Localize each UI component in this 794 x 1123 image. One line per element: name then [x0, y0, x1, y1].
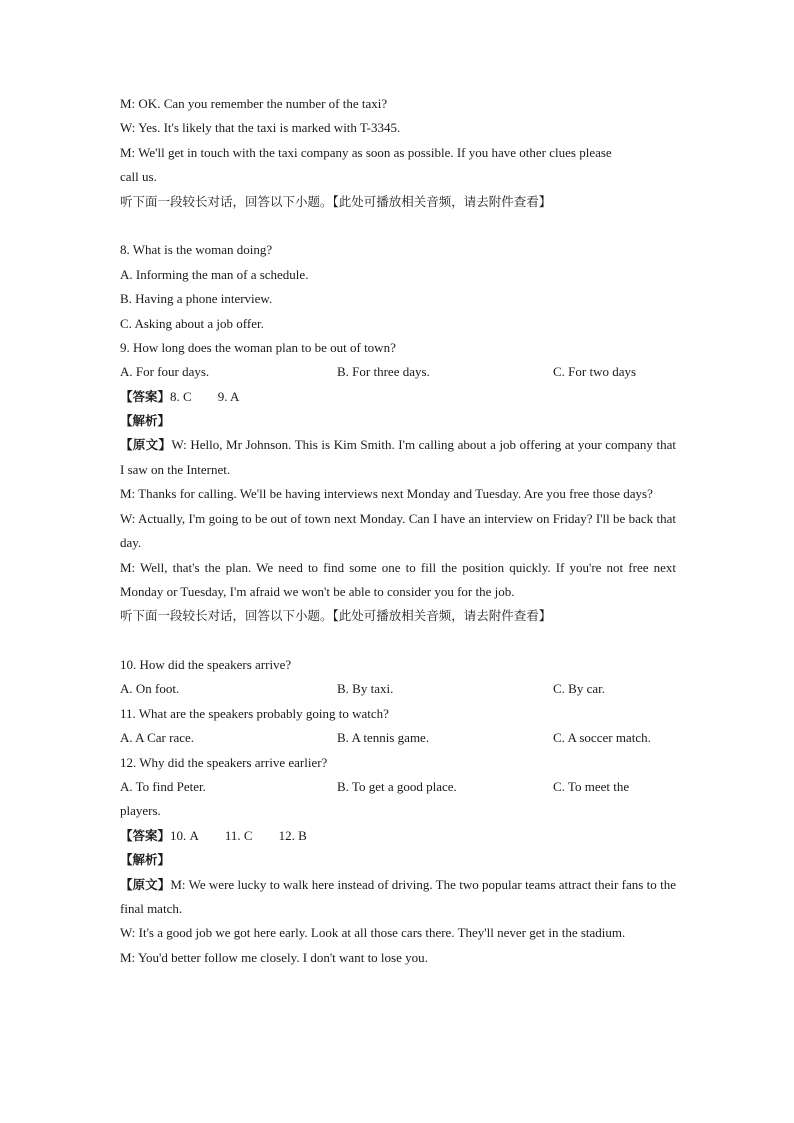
answer-value: 9. A: [217, 388, 240, 404]
spacer: [120, 629, 676, 653]
transcript-paragraph: W: It's a good job we got here early. Look at all those cars there. They'll never get in the stadium.: [120, 925, 626, 941]
transcript-paragraph: M: Well, that's the plan. We need to find some one to fill the position quickly. If you're not free next Monday or Tuesday, I'm afraid we won't be able to consider you for the job.: [120, 559, 676, 599]
answer-line: [120, 385, 676, 409]
question-stem: 12. Why did the speakers arrive earlier?: [120, 754, 328, 770]
analysis-heading: 【解析】: [120, 413, 171, 429]
answer-value: 12. B: [278, 827, 307, 843]
document-page: [120, 92, 676, 970]
transcript-paragraph: W: Actually, I'm going to be out of town next Monday. Can I have an interview on Friday? I'll be back that day.: [120, 510, 676, 551]
option-a: A. Informing the man of a schedule.: [120, 266, 309, 282]
transcript-text: M: We were lucky to walk here instead of driving. The two popular teams attract their fans to the final match.: [120, 876, 676, 917]
listening-instruction: 听下面一段较长对话，回答以下小题。【此处可播放相关音频，请去附件查看】: [120, 608, 552, 624]
answer-tag: 【答案】: [120, 827, 171, 843]
options-row: [120, 360, 676, 384]
options-row: [120, 726, 676, 750]
option-b: B. A tennis game.: [337, 730, 430, 746]
dialogue-line: M: We'll get in touch with the taxi company as soon as possible. If you have other clues please: [120, 144, 612, 160]
option-b: B. By taxi.: [337, 681, 394, 697]
options-row: [120, 775, 676, 799]
option-c: C. A soccer match.: [553, 730, 651, 746]
option-c: C. Asking about a job offer.: [120, 315, 264, 331]
dialogue-line: W: Yes. It's likely that the taxi is marked with T-3345.: [120, 120, 401, 136]
option-b: B. To get a good place.: [337, 779, 457, 795]
transcript-paragraph: [120, 433, 676, 482]
transcript-text: W: Hello, Mr Johnson. This is Kim Smith. I'm calling about a job offering at your company that I saw on the Internet.: [120, 437, 676, 477]
option-a: A. To find Peter.: [120, 779, 206, 795]
transcript-tag: 【原文】: [120, 437, 172, 453]
option-a: A. On foot.: [120, 681, 180, 697]
option-a: A. A Car race.: [120, 730, 195, 746]
answer-line: [120, 824, 676, 848]
option-b: B. For three days.: [337, 364, 430, 380]
option-c-continued: players.: [120, 803, 161, 819]
option-b: B. Having a phone interview.: [120, 291, 273, 307]
transcript-paragraph: M: Thanks for calling. We'll be having interviews next Monday and Tuesday. Are you free those days?: [120, 486, 653, 502]
question-stem: 10. How did the speakers arrive?: [120, 657, 292, 673]
spacer: [120, 214, 676, 238]
question-stem: 11. What are the speakers probably going to watch?: [120, 705, 389, 721]
listening-instruction: 听下面一段较长对话，回答以下小题。【此处可播放相关音频，请去附件查看】: [120, 193, 552, 209]
question-stem: 9. How long does the woman plan to be out of town?: [120, 339, 396, 355]
answer-tag: 【答案】: [120, 388, 171, 404]
option-c: C. By car.: [553, 681, 605, 697]
transcript-tag: 【原文】: [120, 876, 171, 892]
answer-value: 11. C: [224, 827, 253, 843]
transcript-paragraph: [120, 873, 676, 922]
analysis-heading: 【解析】: [120, 852, 171, 868]
dialogue-line: M: OK. Can you remember the number of the taxi?: [120, 96, 388, 111]
answer-value: 8. C: [170, 388, 192, 404]
option-c: C. For two days: [553, 364, 637, 380]
transcript-paragraph: M: You'd better follow me closely. I don't want to lose you.: [120, 949, 428, 965]
options-row: [120, 677, 676, 701]
option-c: C. To meet the: [553, 779, 630, 795]
dialogue-line: call us.: [120, 169, 157, 185]
answer-value: 10. A: [170, 827, 199, 843]
question-stem: 8. What is the woman doing?: [120, 242, 273, 258]
option-a: A. For four days.: [120, 364, 210, 380]
